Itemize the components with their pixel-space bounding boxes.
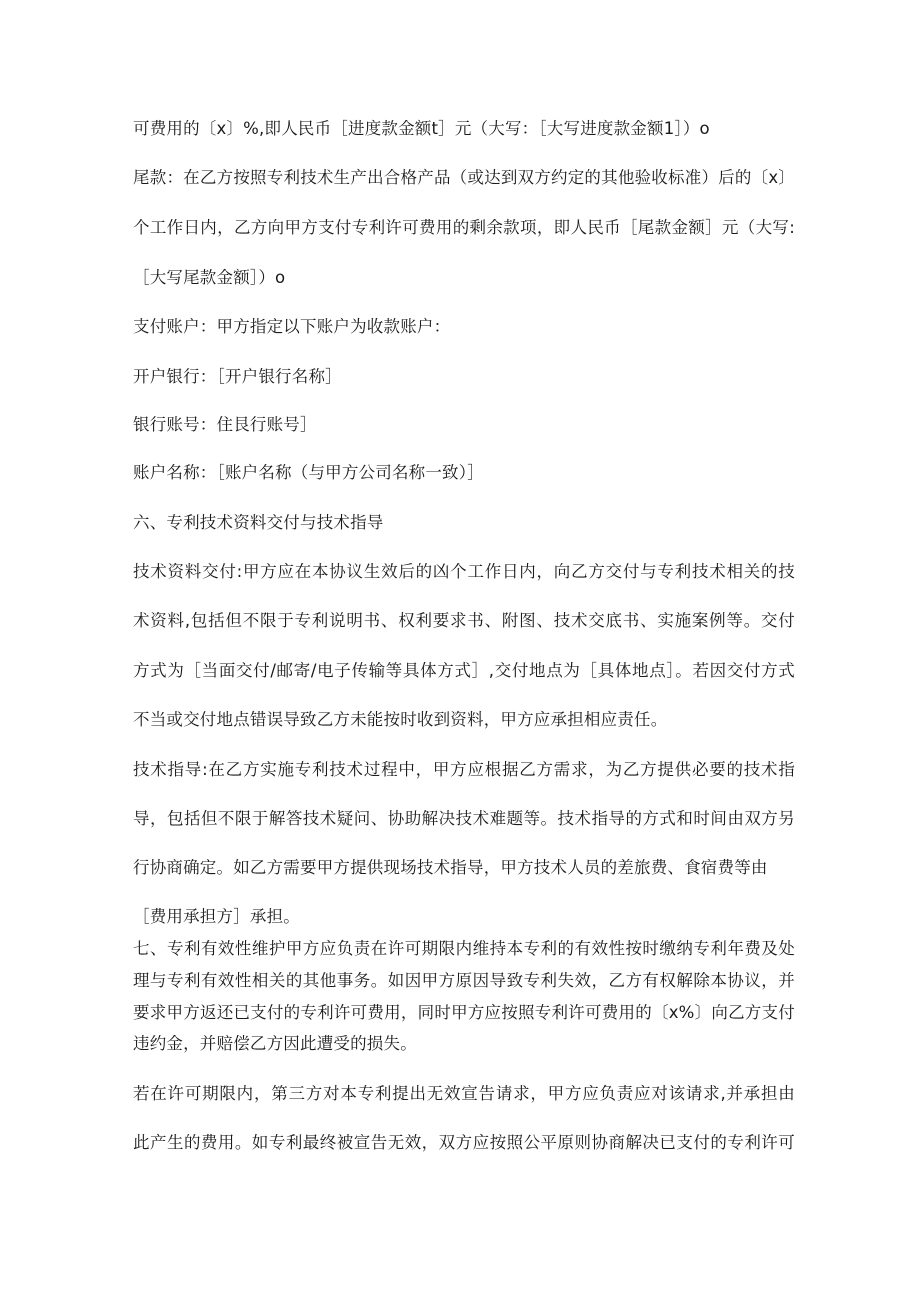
text-line: 个工作日内，乙方向甲方支付专利许可费用的剩余款项，即人民币［尾款金额］元（大写:: [133, 218, 795, 237]
text-line: 违约金，并赔偿乙方因此遭受的损失。: [133, 1034, 417, 1053]
text-line: 方式为［当面交付/邮寄/电子传输等具体方式］,交付地点为［具体地点］。若因交付方式: [133, 661, 795, 680]
section-heading: 七、专利有效性维护甲方应负责在许可期限内维持本专利的有效性按时缴纳专利年费及处: [133, 939, 795, 958]
text-line: 不当或交付地点错误导致乙方未能按时收到资料，甲方应承担相应责任。: [133, 710, 668, 729]
text-line: 银行账号：住艮行账号］: [133, 415, 317, 434]
text-line: 技术资料交付:甲方应在本协议生效后的凶个工作日内，向乙方交付与专利技术相关的技: [133, 562, 795, 581]
text-line: 导，包括但不限于解答技术疑问、协助解决技术难题等。技术指导的方式和时间由双方另: [133, 809, 795, 828]
text-line: 此产生的费用。如专利最终被宣告无效，双方应按照公平原则协商解决已支付的专利许可: [133, 1133, 795, 1152]
text-line: 技术指导:在乙方实施专利技术过程中，甲方应根据乙方需求，为乙方提供必要的技术指: [133, 760, 795, 779]
text-line: 行协商确定。如乙方需要甲方提供现场技术指导，甲方技术人员的差旅费、食宿费等由: [133, 858, 768, 877]
text-line: 尾款：在乙方按照专利技术生产出合格产品（或达到双方约定的其他验收标准）后的〔x〕: [133, 168, 795, 187]
text-line: 要求甲方返还已支付的专利许可费用，同时甲方应按照专利许可费用的〔x%〕向乙方支付: [133, 1003, 795, 1022]
text-line: 账户名称：［账户名称（与甲方公司名称一致）］: [133, 463, 484, 482]
text-line: 可费用的〔x〕%,即人民币［进度款金额t］元（大写：［大写进度款金额1］）o: [133, 119, 710, 138]
text-line: 理与专利有效性相关的其他事务。如因甲方原因导致专利失效，乙方有权解除本协议，并: [133, 971, 795, 990]
text-line: 若在许可期限内，第三方对本专利提出无效宣告请求，甲方应负责应对该请求,并承担由: [133, 1084, 795, 1103]
text-line: 支付账户：甲方指定以下账户为收款账户：: [133, 317, 451, 336]
text-line: 开户银行：［开户银行名称］: [133, 367, 342, 386]
text-line: 术资料,包括但不限于专利说明书、权利要求书、附图、技术交底书、实施案例等。交付: [133, 611, 795, 630]
section-heading: 六、专利技术资料交付与技术指导: [133, 513, 384, 532]
text-line: ［大写尾款金额］）o: [133, 268, 286, 287]
text-line: ［费用承担方］承担。: [133, 907, 300, 926]
